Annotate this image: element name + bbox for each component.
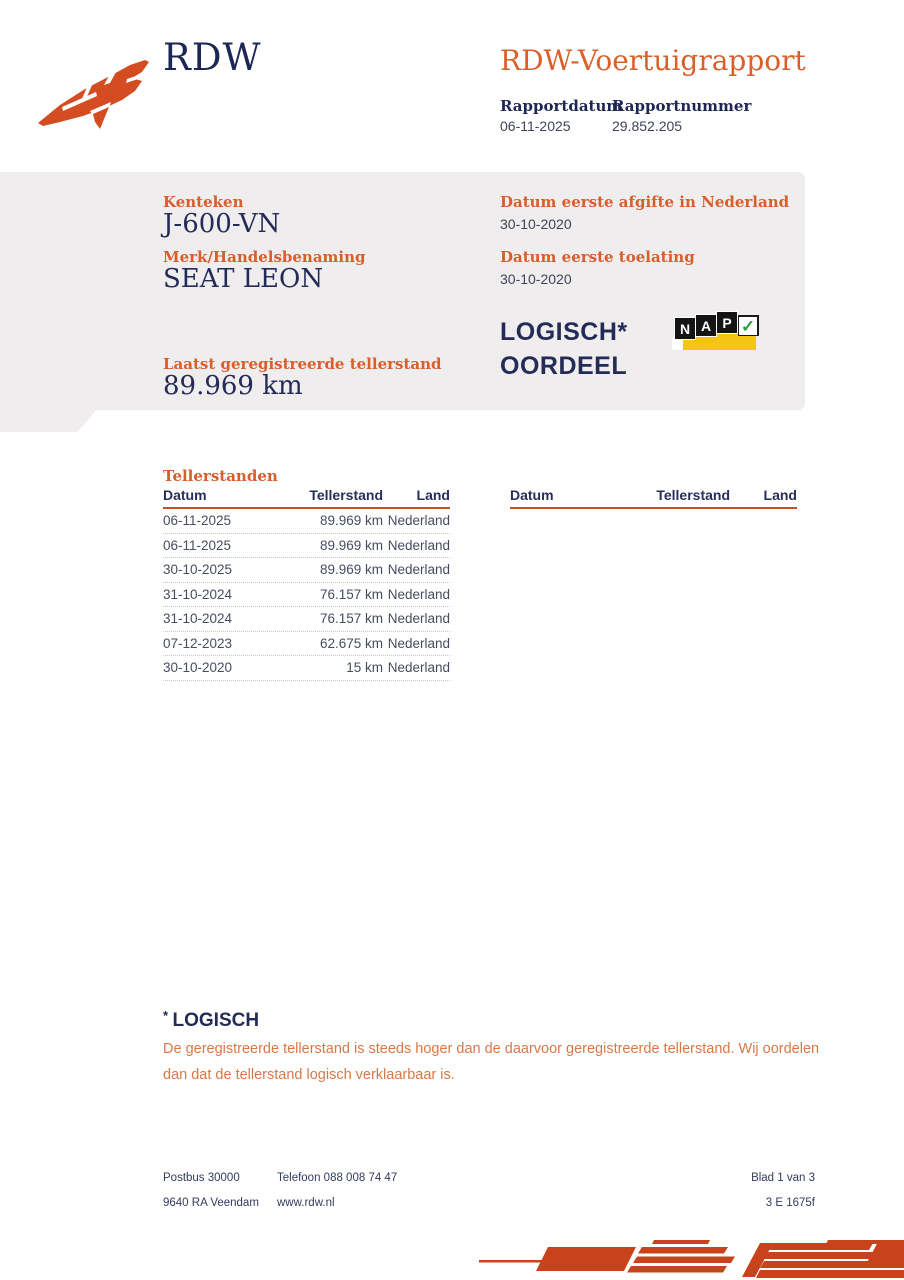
cell-land: Nederland: [387, 586, 450, 602]
afgifte-label: Datum eerste afgifte in Nederland: [500, 193, 790, 211]
report-number-label: Rapportnummer: [612, 97, 752, 115]
col-header-datum: Datum: [163, 487, 207, 503]
table-row: [163, 534, 450, 559]
footer-address-line1: Postbus 30000: [163, 1172, 240, 1184]
laatste-tellerstand-label: Laatst geregistreerde tellerstand: [163, 355, 442, 373]
cell-tellerstand: 62.675 km: [319, 635, 383, 651]
bottom-stripes-graphic: [424, 1240, 904, 1280]
cell-datum: 06-11-2025: [163, 537, 232, 553]
rdw-feather-logo-icon: [35, 48, 150, 130]
col-header-land: Land: [416, 487, 450, 503]
cell-land: Nederland: [387, 635, 450, 651]
kenteken-label: Kenteken: [163, 193, 244, 211]
nap-check-icon: ✓: [738, 315, 759, 336]
asterisk-marker: *: [163, 1008, 169, 1023]
verdict-text: [500, 315, 628, 383]
footer-website: www.rdw.nl: [277, 1197, 335, 1209]
toelating-value: 30-10-2020: [500, 271, 572, 287]
cell-datum: 07-12-2023: [163, 635, 233, 651]
cell-datum: 30-10-2020: [163, 660, 233, 676]
summary-box-tab: [0, 409, 97, 432]
footer-page-indicator: Blad 1 van 3: [751, 1172, 815, 1184]
document-title: RDW-Voertuigrapport: [500, 44, 806, 77]
table-header-row: [510, 487, 797, 509]
tellerstanden-table-right: [510, 487, 797, 509]
logisch-explanation-text: De geregistreerde tellerstand is steeds hoger dan de daarvoor geregistreerde tellerstand. Wij oordelen dan dat de tellerstand logisch verklaarbaar is.: [163, 1041, 820, 1083]
merk-label: Merk/Handelsbenaming: [163, 248, 366, 266]
nap-letter-n: N: [675, 318, 695, 339]
cell-datum: 31-10-2024: [163, 611, 233, 627]
cell-land: Nederland: [387, 660, 450, 676]
col-header-tellerstand: Tellerstand: [656, 487, 730, 503]
cell-land: Nederland: [387, 537, 450, 553]
cell-land: Nederland: [387, 611, 450, 627]
table-row: [163, 656, 450, 681]
verdict-line2: OORDEEL: [500, 352, 628, 380]
cell-tellerstand: 89.969 km: [319, 562, 383, 578]
col-header-datum: Datum: [510, 487, 554, 503]
table-row: [163, 632, 450, 657]
cell-tellerstand: 89.969 km: [319, 513, 383, 529]
nap-white-block: [672, 338, 683, 350]
cell-datum: 06-11-2025: [163, 513, 232, 529]
cell-datum: 31-10-2024: [163, 586, 233, 602]
nap-logo: [672, 310, 764, 352]
verdict-line1: LOGISCH*: [500, 318, 628, 346]
laatste-tellerstand-value: 89.969 km: [163, 371, 303, 401]
cell-tellerstand: 89.969 km: [319, 537, 383, 553]
footer-form-code: 3 E 1675f: [765, 1197, 815, 1209]
cell-tellerstand: 76.157 km: [319, 611, 383, 627]
report-date-label: Rapportdatum: [500, 97, 623, 115]
footer-phone: Telefoon 088 008 74 47: [277, 1172, 398, 1184]
logisch-title: LOGISCH: [172, 1010, 260, 1031]
col-header-tellerstand: Tellerstand: [309, 487, 383, 503]
nap-letter-a: A: [696, 315, 716, 336]
table-row: [163, 583, 450, 608]
cell-tellerstand: 15 km: [346, 660, 383, 676]
toelating-label: Datum eerste toelating: [500, 248, 695, 266]
report-date-value: 06-11-2025: [500, 118, 571, 134]
tellerstanden-table-left: [163, 487, 450, 681]
rdw-logo-wordmark: RDW: [163, 36, 262, 79]
nap-letter-p: P: [717, 312, 737, 333]
cell-land: Nederland: [387, 513, 450, 529]
cell-land: Nederland: [387, 562, 450, 578]
table-row: [163, 558, 450, 583]
afgifte-value: 30-10-2020: [500, 216, 572, 232]
logisch-explanation-heading: [163, 1008, 259, 1032]
table-row: [163, 607, 450, 632]
cell-tellerstand: 76.157 km: [319, 586, 383, 602]
cell-datum: 30-10-2025: [163, 562, 233, 578]
report-number-value: 29.852.205: [612, 118, 683, 134]
tellerstanden-section-title: Tellerstanden: [163, 467, 278, 485]
table-header-row: [163, 487, 450, 509]
footer-address-line2: 9640 RA Veendam: [163, 1197, 259, 1209]
table-row: [163, 509, 450, 534]
merk-value: SEAT LEON: [163, 264, 324, 294]
kenteken-value: J-600-VN: [163, 209, 281, 239]
col-header-land: Land: [763, 487, 797, 503]
